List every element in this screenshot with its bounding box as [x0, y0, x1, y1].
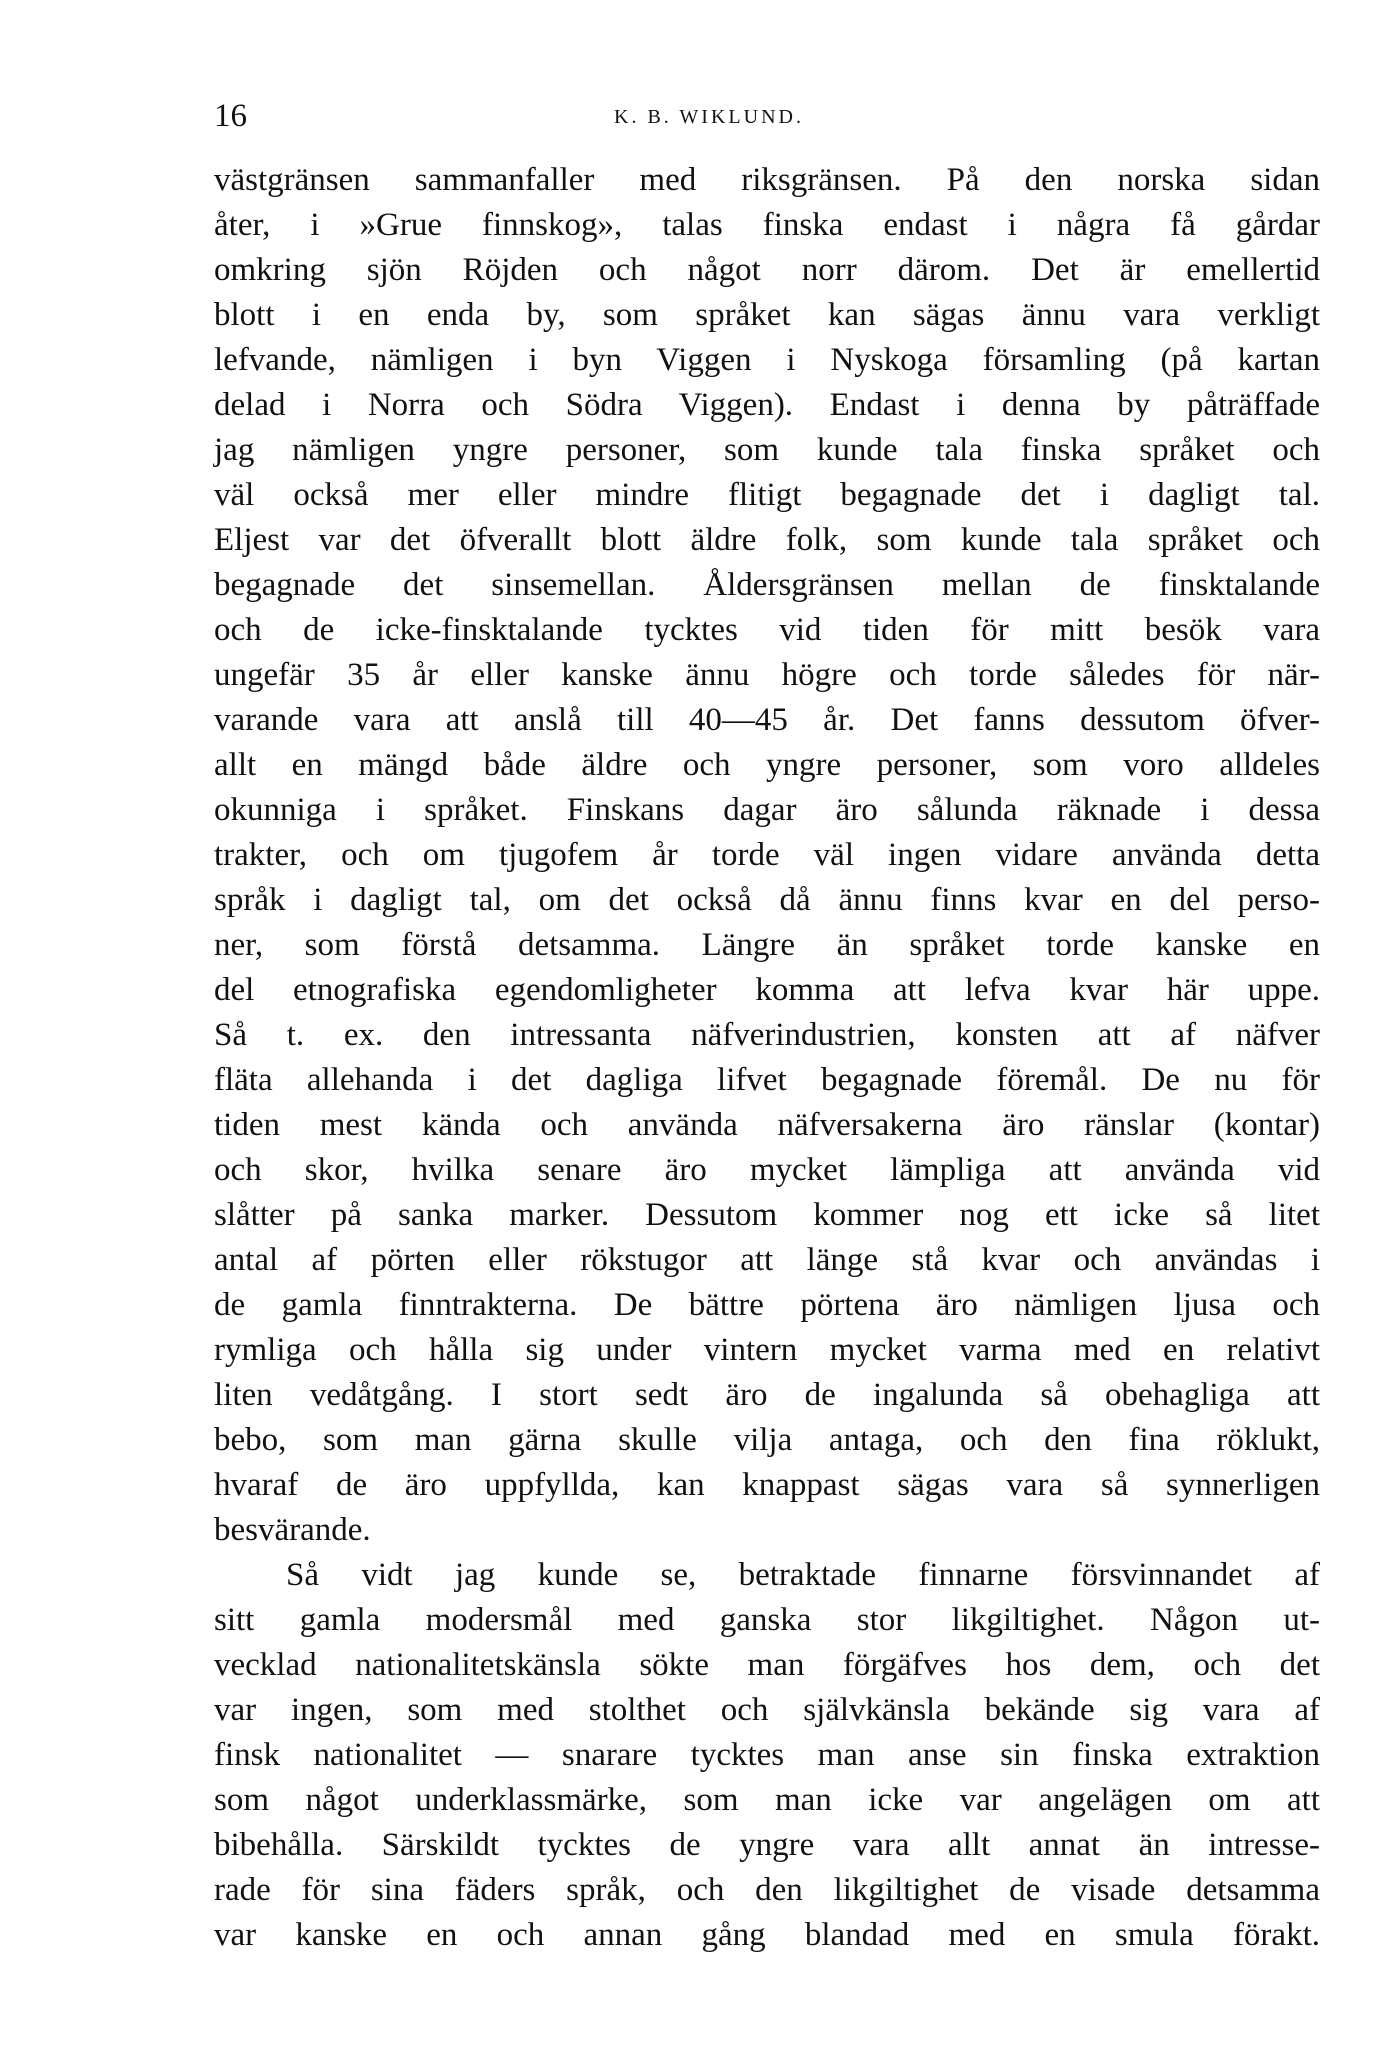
text-line: hvaraf de äro uppfyllda, kan knappast sägas vara så synnerligen [214, 1467, 1320, 1503]
text-line: okunniga i språket. Finskans dagar äro sålunda räknade i dessa [214, 792, 1320, 828]
text-line: delad i Norra och Södra Viggen). Endast i denna by påträffade [214, 387, 1320, 423]
text-line: som något underklassmärke, som man icke var angelägen om att [214, 1782, 1320, 1818]
text-line: Eljest var det öfverallt blott äldre folk, som kunde tala språket och [214, 522, 1320, 558]
text-line: liten vedåtgång. I stort sedt äro de ingalunda så obehagliga att [214, 1377, 1320, 1413]
body-text [214, 158, 1320, 1958]
text-line: bebo, som man gärna skulle vilja antaga, och den fina röklukt, [214, 1422, 1320, 1458]
text-line: rade för sina fäders språk, och den likgiltighet de visade detsamma [214, 1872, 1320, 1908]
text-line: var ingen, som med stolthet och självkänsla bekände sig vara af [214, 1692, 1320, 1728]
text-line: ungefär 35 år eller kanske ännu högre och torde således för när- [214, 657, 1320, 693]
text-line: och de icke-finsktalande tycktes vid tiden för mitt besök vara [214, 612, 1320, 648]
text-line: besvärande. [214, 1512, 371, 1548]
text-line: varande vara att anslå till 40—45 år. Det fanns dessutom öfver- [214, 702, 1320, 738]
text-line: ner, som förstå detsamma. Längre än språket torde kanske en [214, 927, 1320, 963]
text-line: tiden mest kända och använda näfversakerna äro ränslar (kontar) [214, 1107, 1320, 1143]
text-line: var kanske en och annan gång blandad med en smula förakt. [214, 1917, 1320, 1953]
running-head [214, 96, 1314, 136]
text-line: vecklad nationalitetskänsla sökte man förgäfves hos dem, och det [214, 1647, 1320, 1683]
text-line: omkring sjön Röjden och något norr därom. Det är emellertid [214, 252, 1320, 288]
text-line: språk i dagligt tal, om det också då ännu finns kvar en del perso- [214, 882, 1320, 918]
text-line: antal af pörten eller rökstugor att länge stå kvar och användas i [214, 1242, 1320, 1278]
text-line: Så t. ex. den intressanta näfverindustrien, konsten att af näfver [214, 1017, 1320, 1053]
text-line: bibehålla. Särskildt tycktes de yngre vara allt annat än intresse- [214, 1827, 1320, 1863]
text-line: jag nämligen yngre personer, som kunde tala finska språket och [214, 432, 1320, 468]
text-line: fläta allehanda i det dagliga lifvet begagnade föremål. De nu för [214, 1062, 1320, 1098]
text-line: och skor, hvilka senare äro mycket lämpliga att använda vid [214, 1152, 1320, 1188]
text-line: del etnografiska egendomligheter komma att lefva kvar här uppe. [214, 972, 1320, 1008]
text-line: åter, i »Grue finnskog», talas finska endast i några få gårdar [214, 207, 1320, 243]
text-line: lefvande, nämligen i byn Viggen i Nyskoga församling (på kartan [214, 342, 1320, 378]
paragraph-1 [214, 158, 1320, 1553]
running-title: K. B. WIKLUND. [614, 106, 804, 128]
text-line: de gamla finntrakterna. De bättre pörtena äro nämligen ljusa och [214, 1287, 1320, 1323]
text-line: Så vidt jag kunde se, betraktade finnarne försvinnandet af [286, 1557, 1320, 1593]
text-line: väl också mer eller mindre flitigt begagnade det i dagligt tal. [214, 477, 1320, 513]
text-line: blott i en enda by, som språket kan sägas ännu vara verkligt [214, 297, 1320, 333]
text-line: trakter, och om tjugofem år torde väl ingen vidare använda detta [214, 837, 1320, 873]
paragraph-2 [214, 1553, 1320, 1958]
text-line: allt en mängd både äldre och yngre personer, som voro alldeles [214, 747, 1320, 783]
text-line: rymliga och hålla sig under vintern mycket varma med en relativt [214, 1332, 1320, 1368]
text-line: sitt gamla modersmål med ganska stor likgiltighet. Någon ut- [214, 1602, 1320, 1638]
text-line: västgränsen sammanfaller med riksgränsen. På den norska sidan [214, 162, 1320, 198]
page-number: 16 [214, 98, 247, 134]
text-line: slåtter på sanka marker. Dessutom kommer nog ett icke så litet [214, 1197, 1320, 1233]
text-line: begagnade det sinsemellan. Åldersgränsen mellan de finsktalande [214, 567, 1320, 603]
text-line: finsk nationalitet — snarare tycktes man anse sin finska extraktion [214, 1737, 1320, 1773]
